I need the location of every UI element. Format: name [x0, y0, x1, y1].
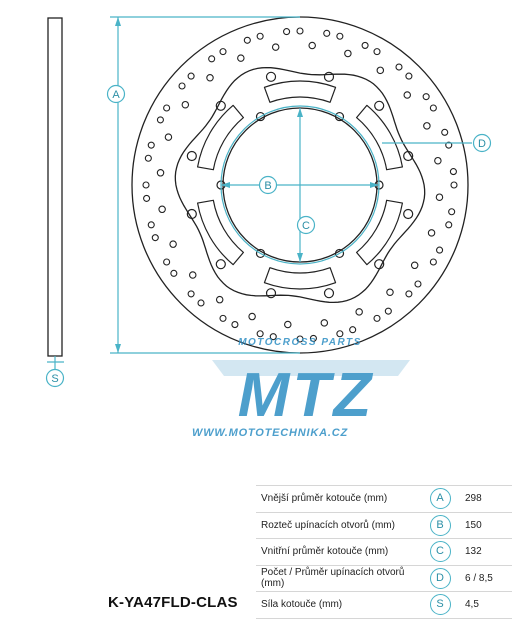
drill-hole — [374, 49, 380, 55]
spec-value: 4,5 — [459, 592, 512, 619]
drill-hole — [257, 331, 263, 337]
spec-label: Rozteč upínacích otvorů (mm) — [256, 512, 421, 539]
drill-hole — [374, 315, 380, 321]
drill-hole — [436, 194, 442, 200]
spec-row — [256, 592, 512, 619]
product-code: K-YA47FLD-CLAS — [108, 594, 238, 611]
drill-hole — [350, 327, 356, 333]
drill-hole — [430, 105, 436, 111]
drill-hole — [446, 222, 452, 228]
drill-hole — [423, 94, 429, 100]
spec-value: 6 / 8,5 — [459, 565, 512, 592]
drill-hole — [430, 259, 436, 265]
spec-row — [256, 539, 512, 566]
drill-hole — [435, 157, 441, 163]
drill-hole — [406, 73, 412, 79]
drill-hole — [272, 44, 278, 50]
spec-label: Vnější průměr kotouče (mm) — [256, 486, 421, 513]
drill-hole — [450, 169, 456, 175]
drill-hole — [321, 320, 327, 326]
drill-hole — [182, 101, 188, 107]
spec-label: Počet / Průměr upínacích otvorů (mm) — [256, 565, 421, 592]
drill-hole — [145, 155, 151, 161]
floating-button — [324, 72, 333, 81]
drill-hole — [385, 308, 391, 314]
watermark-logo: MTZ — [237, 361, 375, 430]
drill-hole — [148, 222, 154, 228]
spec-label: Vnitřní průměr kotouče (mm) — [256, 539, 421, 566]
drill-hole — [220, 49, 226, 55]
svg-text:C: C — [302, 220, 310, 232]
drill-hole — [396, 64, 402, 70]
drill-hole — [411, 262, 417, 268]
spec-marker: S — [430, 594, 451, 615]
drill-hole — [362, 42, 368, 48]
drill-hole — [337, 33, 343, 39]
spec-value: 150 — [459, 512, 512, 539]
callout-b — [260, 177, 277, 194]
drill-hole — [415, 281, 421, 287]
drill-hole — [387, 289, 393, 295]
floating-button — [187, 152, 196, 161]
spec-row — [256, 512, 512, 539]
spec-value: 298 — [459, 486, 512, 513]
drill-hole — [297, 28, 303, 34]
floating-button — [216, 260, 225, 269]
drill-hole — [170, 241, 176, 247]
spec-label: Síla kotouče (mm) — [256, 592, 421, 619]
drill-hole — [451, 182, 457, 188]
drill-hole — [337, 331, 343, 337]
drill-hole — [179, 83, 185, 89]
watermark-url: WWW.MOTOTECHNIKA.CZ — [192, 427, 348, 439]
mtz-watermark — [192, 337, 410, 439]
drill-hole — [324, 30, 330, 36]
floating-button — [375, 101, 384, 110]
svg-text:S: S — [51, 373, 59, 385]
drill-hole — [198, 300, 204, 306]
drill-hole — [157, 117, 163, 123]
drill-hole — [249, 313, 255, 319]
drill-hole — [257, 33, 263, 39]
drill-hole — [449, 209, 455, 215]
drill-hole — [284, 29, 290, 35]
callout-s — [47, 370, 64, 387]
spec-marker: C — [430, 541, 451, 562]
drill-hole — [345, 50, 351, 56]
spec-marker: B — [430, 515, 451, 536]
drill-hole — [157, 170, 163, 176]
drill-hole — [442, 129, 448, 135]
svg-text:D: D — [478, 138, 486, 150]
watermark-top-text: MOTOCROSS PARTS — [238, 337, 362, 348]
callout-a — [108, 86, 125, 103]
spec-marker: D — [430, 568, 451, 589]
carrier-window — [264, 268, 335, 289]
drill-hole — [207, 75, 213, 81]
drill-hole — [424, 123, 430, 129]
svg-text:B: B — [264, 180, 272, 192]
floating-button — [267, 289, 276, 298]
svg-text:A: A — [112, 89, 120, 101]
callout-d — [474, 135, 491, 152]
floating-button — [267, 72, 276, 81]
drill-hole — [171, 270, 177, 276]
spec-row — [256, 565, 512, 592]
drill-hole — [377, 67, 383, 73]
callout-c — [298, 217, 315, 234]
drill-hole — [285, 321, 291, 327]
drill-hole — [232, 322, 238, 328]
spec-table — [256, 485, 512, 619]
drill-hole — [356, 309, 362, 315]
dimension-lines — [47, 17, 472, 370]
drill-hole — [159, 206, 165, 212]
drill-hole — [164, 259, 170, 265]
spec-row — [256, 486, 512, 513]
drill-hole — [238, 55, 244, 61]
drill-hole — [244, 37, 250, 43]
spec-value: 132 — [459, 539, 512, 566]
carrier-window — [264, 81, 335, 102]
drill-hole — [188, 73, 194, 79]
floating-button — [324, 289, 333, 298]
drill-hole — [309, 42, 315, 48]
drill-hole — [148, 142, 154, 148]
drill-hole — [144, 195, 150, 201]
drill-hole — [404, 92, 410, 98]
drill-hole — [209, 56, 215, 62]
drill-hole — [164, 105, 170, 111]
drill-hole — [152, 235, 158, 241]
drill-hole — [406, 291, 412, 297]
drill-hole — [190, 272, 196, 278]
drill-hole — [165, 134, 171, 140]
drill-hole — [428, 230, 434, 236]
drill-hole — [216, 296, 222, 302]
drill-hole — [437, 247, 443, 253]
disc-side-profile — [48, 18, 62, 356]
floating-button — [404, 209, 413, 218]
drill-hole — [220, 315, 226, 321]
spec-marker: A — [430, 488, 451, 509]
drill-hole — [188, 291, 194, 297]
drill-hole — [143, 182, 149, 188]
